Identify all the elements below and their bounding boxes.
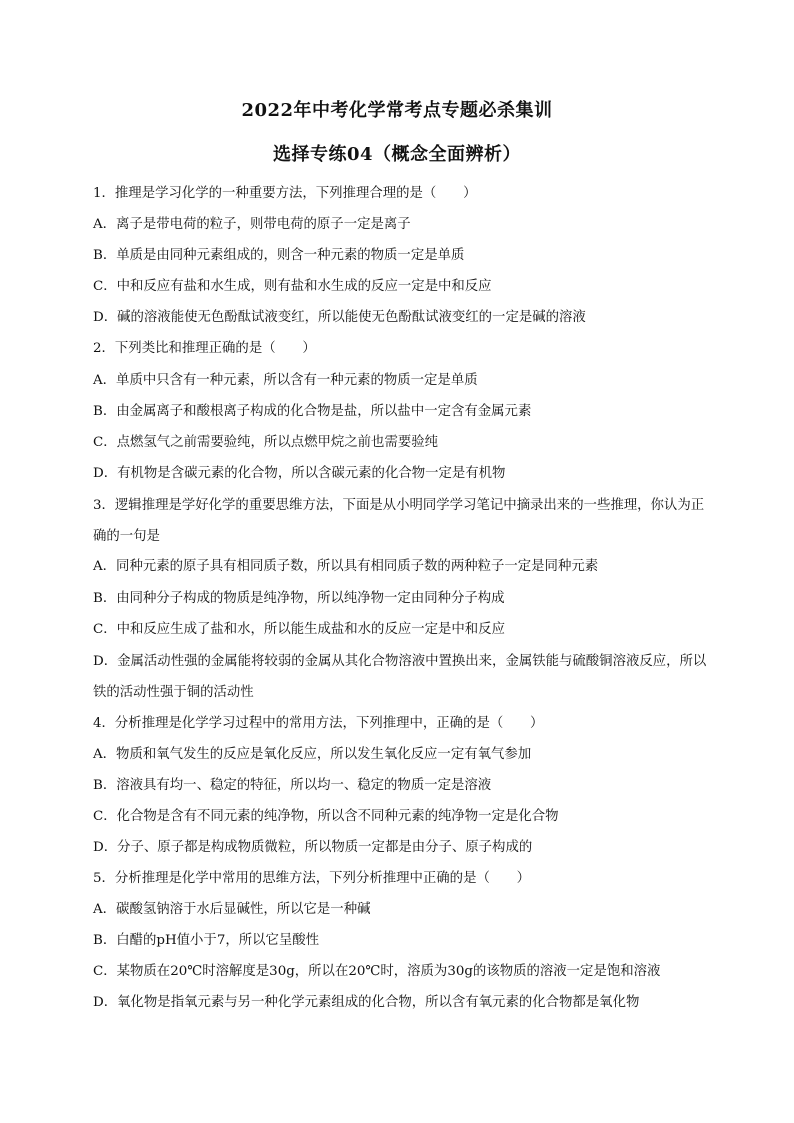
question-5-option-a: A．碳酸氢钠溶于水后显碱性，所以它是一种碱 xyxy=(93,902,371,917)
question-3-stem: 3．逻辑推理是学好化学的重要思维方法，下面是从小明同学学习笔记中摘录出来的一些推理，你认为正确的一句是 xyxy=(93,498,705,544)
document-title: 2022年中考化学常考点专题必杀集训 xyxy=(241,100,553,121)
question-3-option-c: C．中和反应生成了盐和水，所以能生成盐和水的反应一定是中和反应 xyxy=(93,622,505,637)
question-4-option-b: B．溶液具有均一、稳定的特征，所以均一、稳定的物质一定是溶液 xyxy=(93,778,492,793)
question-1-option-a: A．离子是带电荷的粒子，则带电荷的原子一定是离子 xyxy=(93,217,411,232)
question-5-option-b: B．白醋的pH值小于7，所以它呈酸性 xyxy=(93,933,320,948)
question-2-option-d: D．有机物是含碳元素的化合物，所以含碳元素的化合物一定是有机物 xyxy=(93,466,506,481)
question-2-stem: 2．下列类比和推理正确的是（ ） xyxy=(93,341,316,356)
question-4-option-a: A．物质和氧气发生的反应是氧化反应，所以发生氧化反应一定有氧气参加 xyxy=(93,747,532,762)
question-3-option-d: D．金属活动性强的金属能将较弱的金属从其化合物溶液中置换出来，金属铁能与硫酸铜溶液反应，所以铁的活动性强于铜的活动性 xyxy=(93,654,707,700)
question-1-option-c: C．中和反应有盐和水生成，则有盐和水生成的反应一定是中和反应 xyxy=(93,279,492,294)
question-3-option-a: A．同种元素的原子具有相同质子数，所以具有相同质子数的两种粒子一定是同种元素 xyxy=(93,559,599,574)
question-1-stem: 1．推理是学习化学的一种重要方法，下列推理合理的是（ ） xyxy=(93,186,477,201)
question-4-option-d: D．分子、原子都是构成物质微粒，所以物质一定都是由分子、原子构成的 xyxy=(93,840,533,855)
question-1-option-b: B．单质是由同种元素组成的，则含一种元素的物质一定是单质 xyxy=(93,248,465,263)
question-1-option-d: D．碱的溶液能使无色酚酞试液变红，所以能使无色酚酞试液变红的一定是碱的溶液 xyxy=(93,310,586,325)
question-2-option-a: A．单质中只含有一种元素，所以含有一种元素的物质一定是单质 xyxy=(93,373,478,388)
question-5-stem: 5．分析推理是化学中常用的思维方法，下列分析推理中正确的是（ ） xyxy=(93,871,531,886)
question-3-option-b: B．由同种分子构成的物质是纯净物，所以纯净物一定由同种分子构成 xyxy=(93,591,505,606)
document-subtitle: 选择专练04（概念全面辨析） xyxy=(272,144,522,165)
question-4-stem: 4．分析推理是化学学习过程中的常用方法，下列推理中，正确的是（ ） xyxy=(93,716,544,731)
question-4-option-c: C．化合物是含有不同元素的纯净物，所以含不同种元素的纯净物一定是化合物 xyxy=(93,809,559,824)
question-2-option-c: C．点燃氢气之前需要验纯，所以点燃甲烷之前也需要验纯 xyxy=(93,435,439,450)
question-2-option-b: B．由金属离子和酸根离子构成的化合物是盐，所以盐中一定含有金属元素 xyxy=(93,404,532,419)
question-5-option-c: C．某物质在20℃时溶解度是30g，所以在20℃时，溶质为30g的该物质的溶液一定是饱和溶液 xyxy=(93,964,661,979)
question-5-option-d: D．氧化物是指氧元素与另一种化学元素组成的化合物，所以含有氧元素的化合物都是氧化物 xyxy=(93,995,640,1010)
